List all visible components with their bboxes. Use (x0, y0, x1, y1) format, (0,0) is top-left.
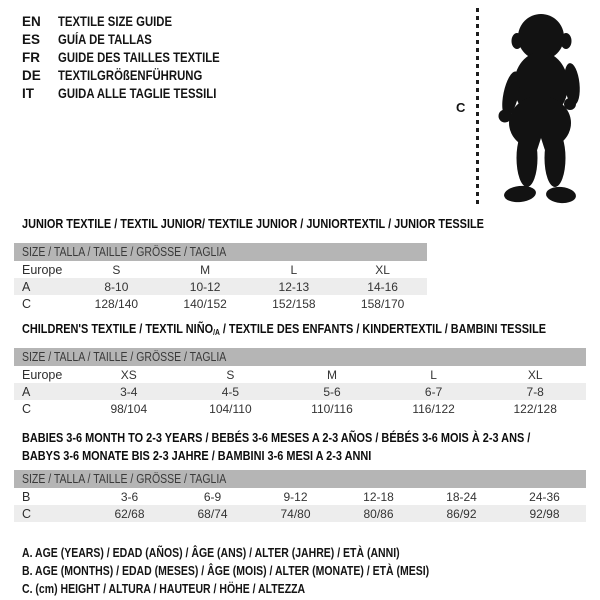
children-table-title (22, 320, 546, 338)
size-header-row (14, 470, 586, 488)
cell: 6-7 (383, 383, 485, 400)
table-row (14, 383, 586, 400)
cell: 4-5 (180, 383, 282, 400)
language-title-list (22, 12, 251, 102)
cell: 158/170 (360, 296, 405, 311)
row-label: C (14, 505, 88, 522)
cell: 110/116 (311, 401, 353, 416)
cell: 5-6 (281, 383, 383, 400)
cell: 6-9 (203, 489, 222, 504)
cell: 10-12 (161, 278, 250, 295)
language-code: EN (22, 13, 41, 29)
size-header-label: SIZE / TALLA / TAILLE / GRÖSSE / TAGLIA (22, 472, 227, 486)
height-measure-dashed-line (476, 8, 479, 208)
babies-size-table (14, 470, 586, 522)
cell: 128/140 (94, 296, 139, 311)
language-row-fr (22, 48, 251, 66)
cell: 68/74 (171, 505, 254, 522)
baby-silhouette-icon (488, 10, 594, 208)
language-code: IT (22, 85, 34, 101)
language-row-en (22, 12, 251, 30)
cell: 8-10 (72, 278, 161, 295)
cell: XL (527, 367, 543, 382)
legend-line-a: A. AGE (YEARS) / EDAD (AÑOS) / ÂGE (ANS) / ALTER (JAHRE) / ETÀ (ANNI) (22, 546, 400, 560)
cell: 74/80 (254, 505, 337, 522)
table-row (14, 278, 427, 295)
size-header-row (14, 243, 427, 261)
cell: 18-24 (446, 489, 477, 504)
cell: 122/128 (513, 401, 557, 416)
table-row (14, 295, 427, 312)
cell: 104/110 (209, 401, 252, 416)
row-label: C (22, 401, 32, 416)
cell: 12-18 (363, 489, 394, 504)
cell: 14-16 (338, 278, 427, 295)
height-measure-label: C (456, 100, 466, 115)
row-label: C (22, 296, 32, 311)
language-title: GUIDA ALLE TAGLIE TESSILI (58, 85, 217, 101)
children-size-table (14, 348, 586, 417)
row-label: A (14, 278, 72, 295)
table-row (14, 261, 427, 278)
cell: 7-8 (484, 383, 586, 400)
row-label: B (22, 489, 31, 504)
language-row-de (22, 66, 251, 84)
table-row (14, 488, 586, 505)
cell: 3-4 (78, 383, 180, 400)
children-title-pre: CHILDREN'S TEXTILE / TEXTIL NIÑO (22, 321, 214, 336)
cell: 62/68 (88, 505, 171, 522)
row-label: Europe (22, 367, 63, 382)
cell: 12-13 (250, 278, 339, 295)
cell: 9-12 (283, 489, 308, 504)
legend-line-b: B. AGE (MONTHS) / EDAD (MESES) / ÂGE (MOIS) / ALTER (MONATE) / ETÀ (MESI) (22, 564, 430, 578)
cell: 24-36 (529, 489, 560, 504)
language-code: ES (22, 31, 41, 47)
children-title-post: / TEXTILE DES ENFANTS / KINDERTEXTIL / BAMBINI TESSILE (219, 321, 547, 336)
junior-size-table (14, 243, 427, 312)
language-title: TEXTILE SIZE GUIDE (58, 13, 173, 29)
children-title-sub: /A (213, 328, 220, 337)
cell: 92/98 (503, 505, 586, 522)
cell: M (200, 262, 211, 277)
language-title: GUÍA DE TALLAS (58, 31, 152, 47)
cell: S (226, 367, 235, 382)
cell: L (430, 367, 437, 382)
cell: XS (120, 367, 137, 382)
babies-table-title-line2: BABYS 3-6 MONATE BIS 2-3 JAHRE / BAMBINI 3-6 MESI A 2-3 ANNI (22, 448, 372, 463)
size-tables-content (14, 215, 586, 598)
table-row (14, 366, 586, 383)
language-title: GUIDE DES TAILLES TEXTILE (58, 49, 220, 65)
junior-table-title: JUNIOR TEXTILE / TEXTIL JUNIOR/ TEXTILE JUNIOR / JUNIORTEXTIL / JUNIOR TESSILE (22, 216, 484, 231)
row-label: A (14, 383, 78, 400)
size-header-label: SIZE / TALLA / TAILLE / GRÖSSE / TAGLIA (22, 245, 227, 259)
language-row-es (22, 30, 251, 48)
babies-table-title-line1: BABIES 3-6 MONTH TO 2-3 YEARS / BEBÉS 3-6 MESES A 2-3 AÑOS / BÉBÉS 3-6 MOIS À 2-3 ANS / (22, 430, 531, 445)
cell: 3-6 (120, 489, 139, 504)
language-code: FR (22, 49, 40, 65)
cell: 98/104 (110, 401, 148, 416)
baby-figure (452, 8, 598, 210)
legend-line-c: C. (cm) HEIGHT / ALTURA / HAUTEUR / HÖHE / ALTEZZA (22, 582, 306, 596)
language-code: DE (22, 67, 41, 83)
table-row (14, 505, 586, 522)
language-row-it (22, 84, 251, 102)
size-header-row (14, 348, 586, 366)
cell: L (290, 262, 298, 277)
cell: 152/158 (272, 296, 316, 311)
cell: M (326, 367, 337, 382)
measure-legend (22, 544, 586, 598)
size-header-label: SIZE / TALLA / TAILLE / GRÖSSE / TAGLIA (22, 350, 227, 364)
cell: 86/92 (420, 505, 503, 522)
table-row (14, 400, 586, 417)
cell: 80/86 (337, 505, 420, 522)
cell: S (112, 262, 121, 277)
cell: XL (375, 262, 390, 277)
language-title: TEXTILGRÖßENFÜHRUNG (58, 67, 203, 83)
cell: 140/152 (183, 296, 227, 311)
cell: 116/122 (412, 401, 455, 416)
row-label: Europe (22, 262, 63, 277)
